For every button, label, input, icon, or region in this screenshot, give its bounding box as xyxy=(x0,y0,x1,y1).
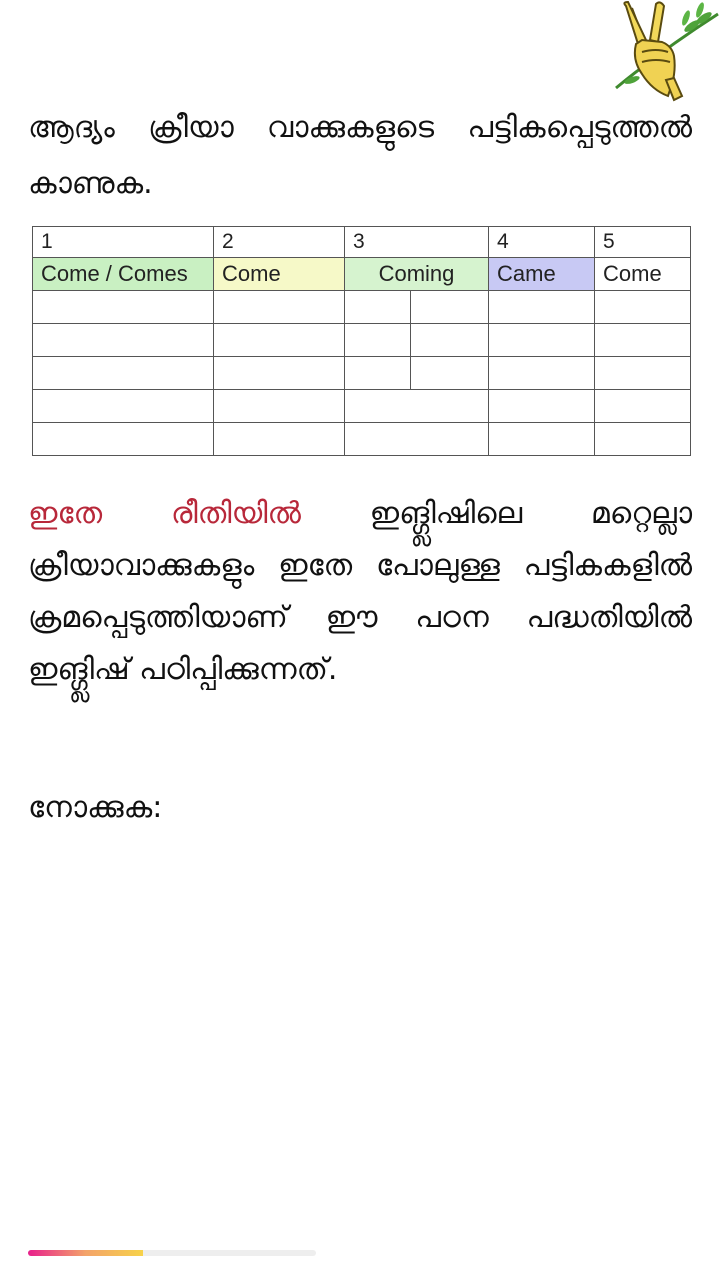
table-cell xyxy=(33,324,214,357)
column-number: 4 xyxy=(489,227,595,258)
table-cell xyxy=(345,390,489,423)
table-row xyxy=(33,357,691,390)
table-row xyxy=(33,390,691,423)
table-header-forms xyxy=(33,258,691,291)
reading-progress-fill xyxy=(28,1250,143,1256)
table-cell xyxy=(33,291,214,324)
table-cell xyxy=(345,291,411,324)
verb-form-cell: Come xyxy=(214,258,345,291)
verb-form-cell: Come / Comes xyxy=(33,258,214,291)
verb-form-table xyxy=(32,226,691,456)
table-row xyxy=(33,324,691,357)
table-cell xyxy=(595,423,691,456)
column-number: 3 xyxy=(345,227,489,258)
highlight-text: ഇതേ രീതിയിൽ xyxy=(28,496,301,531)
table-cell xyxy=(345,423,489,456)
body-text: ഇങ്ഗ്ലിഷിലെ മറ്റെല്ലാ ക്രീയാവാക്കുകളും ഇതേ പോലുള്ള പട്ടികകളിൽ ക്രമപ്പെടുത്തിയാണ് ഈ പഠന പദ്ധതിയിൽ ഇങ്ഗ്ലിഷ് പഠിപ്പിക്കുന്നത്. xyxy=(28,496,693,687)
verb-form-cell: Came xyxy=(489,258,595,291)
table-cell xyxy=(214,357,345,390)
table-cell xyxy=(489,291,595,324)
table-cell xyxy=(489,390,595,423)
table-cell xyxy=(345,357,411,390)
victory-hand-olive-branch-icon xyxy=(612,0,720,104)
table-cell xyxy=(33,357,214,390)
table-cell xyxy=(345,324,411,357)
table-cell xyxy=(595,357,691,390)
table-cell xyxy=(33,423,214,456)
table-cell xyxy=(214,390,345,423)
verb-form-cell: Coming xyxy=(345,258,489,291)
table-cell xyxy=(214,423,345,456)
column-number: 5 xyxy=(595,227,691,258)
table-cell xyxy=(595,390,691,423)
table-cell xyxy=(33,390,214,423)
table-cell xyxy=(489,324,595,357)
column-number: 1 xyxy=(33,227,214,258)
intro-text: ആദ്യം ക്രീയാ വാക്കുകളുടെ പട്ടികപ്പെടുത്തൽ കാണുക. xyxy=(28,110,692,201)
table-header-numbers xyxy=(33,227,691,258)
table-cell xyxy=(489,357,595,390)
table-row xyxy=(33,291,691,324)
table-cell xyxy=(411,291,489,324)
method-description xyxy=(28,488,692,696)
column-number: 2 xyxy=(214,227,345,258)
table-cell xyxy=(411,324,489,357)
table-row xyxy=(33,423,691,456)
table-cell xyxy=(411,357,489,390)
table-cell xyxy=(489,423,595,456)
table-cell xyxy=(595,324,691,357)
see-label: നോക്കുക: xyxy=(28,790,163,825)
table-cell xyxy=(214,291,345,324)
verb-form-cell: Come xyxy=(595,258,691,291)
table-cell xyxy=(214,324,345,357)
table-cell xyxy=(595,291,691,324)
reading-progress-bar xyxy=(28,1250,316,1256)
